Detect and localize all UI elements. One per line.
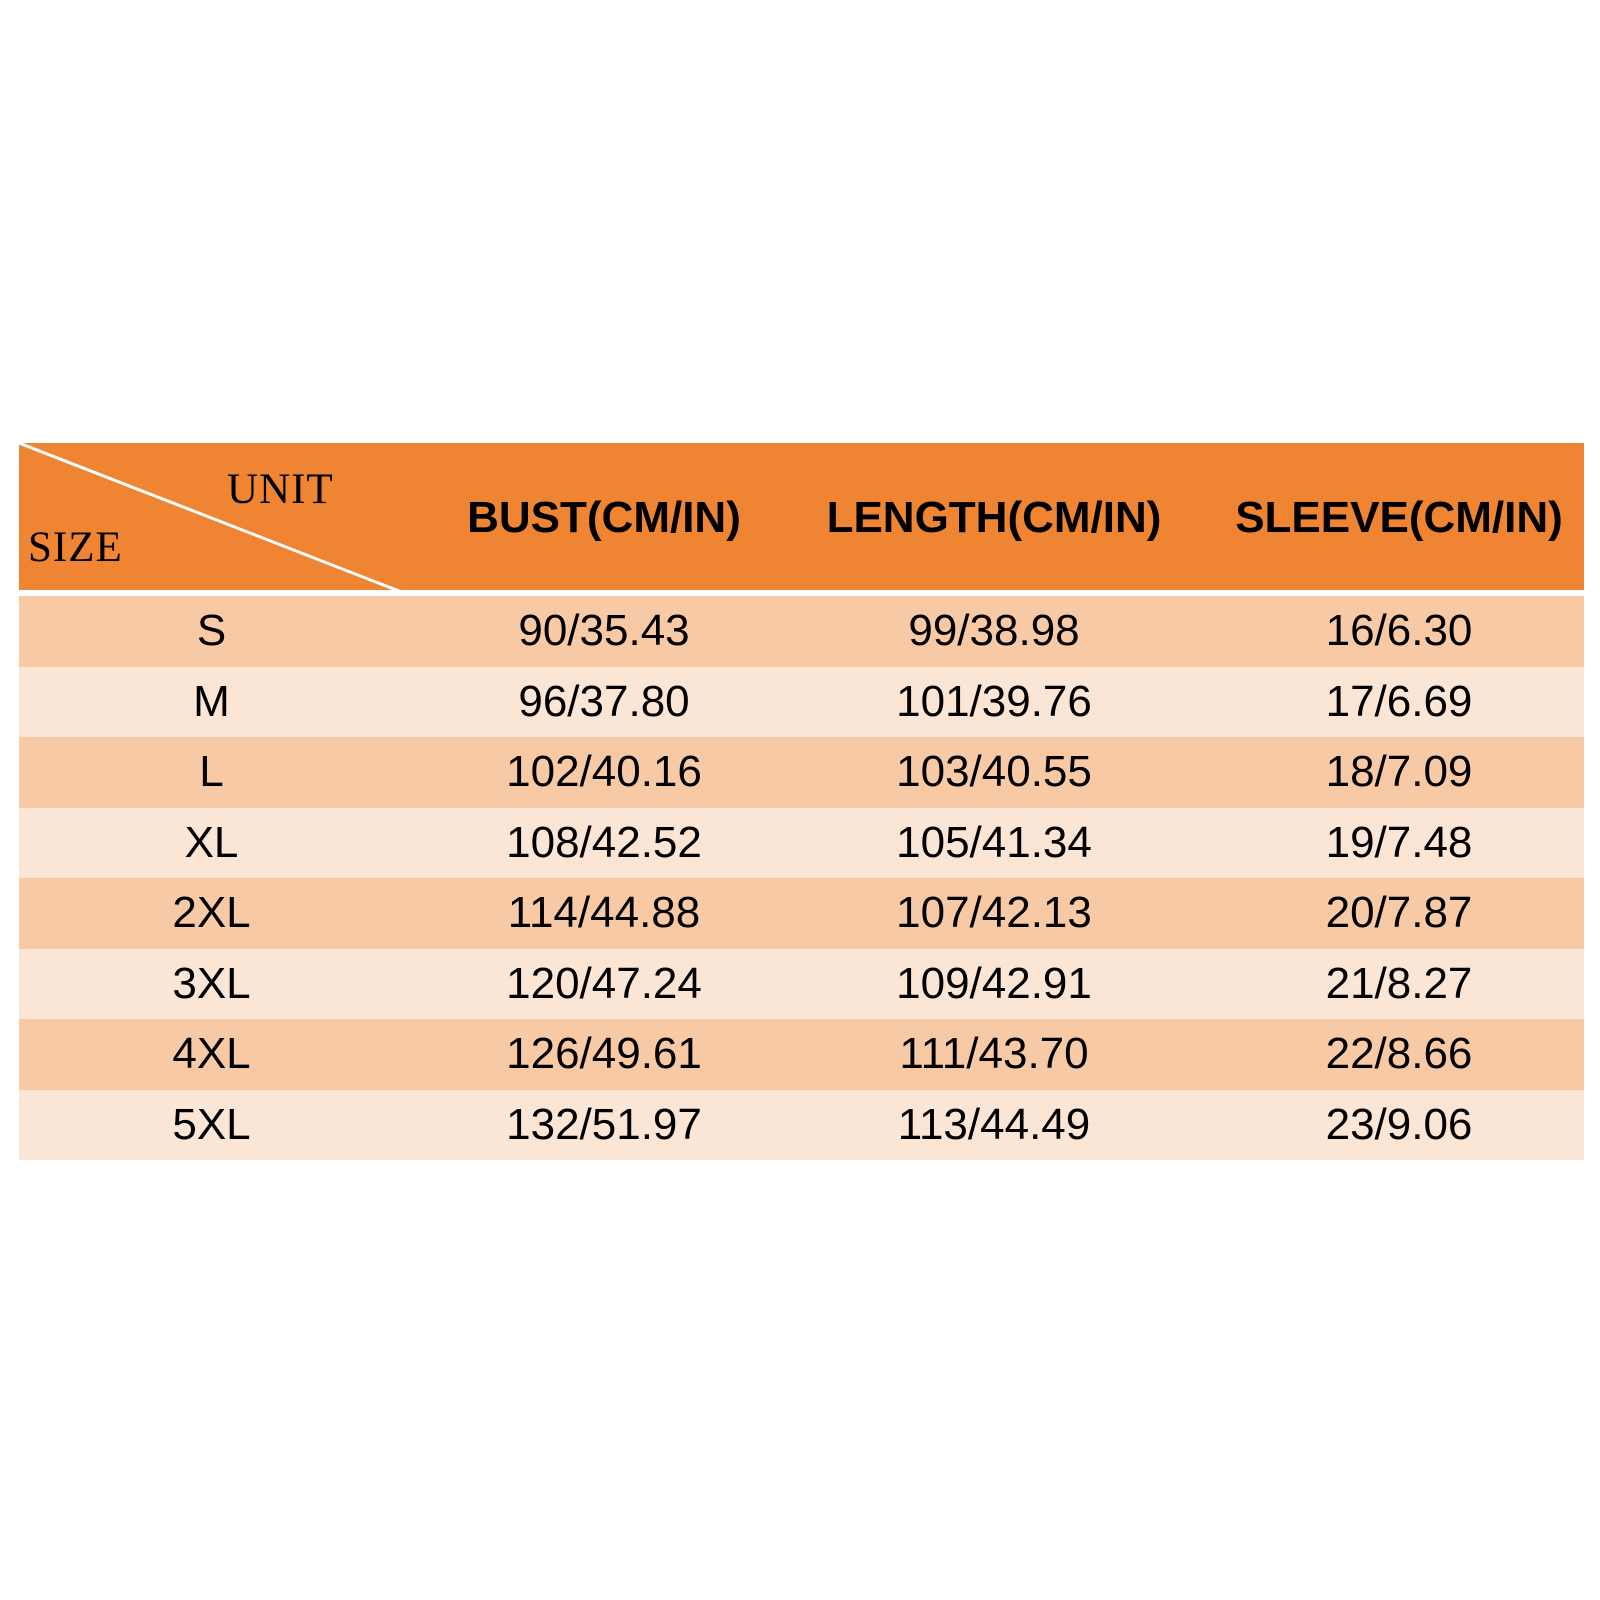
size-cell: 2XL (172, 888, 251, 937)
sleeve-cell: 20/7.87 (1325, 888, 1473, 937)
table-row (19, 808, 1584, 879)
table-row (19, 667, 1584, 738)
sleeve-cell: 21/8.27 (1325, 958, 1473, 1008)
table-row (19, 1019, 1584, 1090)
bust-cell: 108/42.52 (506, 817, 702, 867)
length-cell: 99/38.98 (908, 606, 1080, 655)
size-cell: M (193, 676, 230, 726)
bust-cell: 114/44.88 (507, 888, 701, 937)
bust-cell: 126/49.61 (506, 1029, 702, 1078)
sleeve-cell: 17/6.69 (1325, 676, 1473, 726)
table-row (19, 878, 1584, 949)
header-sleeve: SLEEVE(CM/IN) (1235, 493, 1563, 542)
sleeve-cell: 22/8.66 (1325, 1029, 1473, 1078)
size-cell: 3XL (172, 958, 251, 1008)
bust-cell: 96/37.80 (518, 676, 690, 726)
corner-size-label: SIZE (28, 524, 123, 571)
length-cell: 111/43.70 (899, 1029, 1089, 1078)
length-cell: 101/39.76 (896, 676, 1092, 726)
sleeve-cell: 23/9.06 (1325, 1099, 1473, 1149)
table-row (19, 949, 1584, 1020)
size-cell: 4XL (172, 1029, 251, 1078)
length-cell: 107/42.13 (896, 888, 1092, 937)
sleeve-cell: 18/7.09 (1325, 747, 1473, 796)
bust-cell: 102/40.16 (506, 747, 702, 796)
table-row (19, 1090, 1584, 1161)
size-cell: L (199, 747, 224, 796)
table-body (19, 596, 1584, 1160)
length-cell: 105/41.34 (896, 817, 1092, 867)
header-length: LENGTH(CM/IN) (826, 493, 1162, 542)
sleeve-cell: 19/7.48 (1325, 817, 1473, 867)
size-cell: S (196, 606, 227, 655)
corner-cell (19, 443, 404, 593)
header-bust: BUST(CM/IN) (467, 493, 741, 542)
bust-cell: 132/51.97 (506, 1099, 702, 1149)
bust-cell: 120/47.24 (506, 958, 702, 1008)
table-header-row (19, 443, 1584, 593)
table-row (19, 596, 1584, 667)
size-chart-table (19, 443, 1584, 1160)
length-cell: 103/40.55 (896, 747, 1092, 796)
size-cell: XL (184, 817, 239, 867)
length-cell: 113/44.49 (897, 1099, 1091, 1149)
length-cell: 109/42.91 (896, 958, 1092, 1008)
size-cell: 5XL (172, 1099, 251, 1149)
sleeve-cell: 16/6.30 (1325, 606, 1473, 655)
table-row (19, 737, 1584, 808)
corner-unit-label: UNIT (227, 466, 334, 513)
bust-cell: 90/35.43 (518, 606, 690, 655)
